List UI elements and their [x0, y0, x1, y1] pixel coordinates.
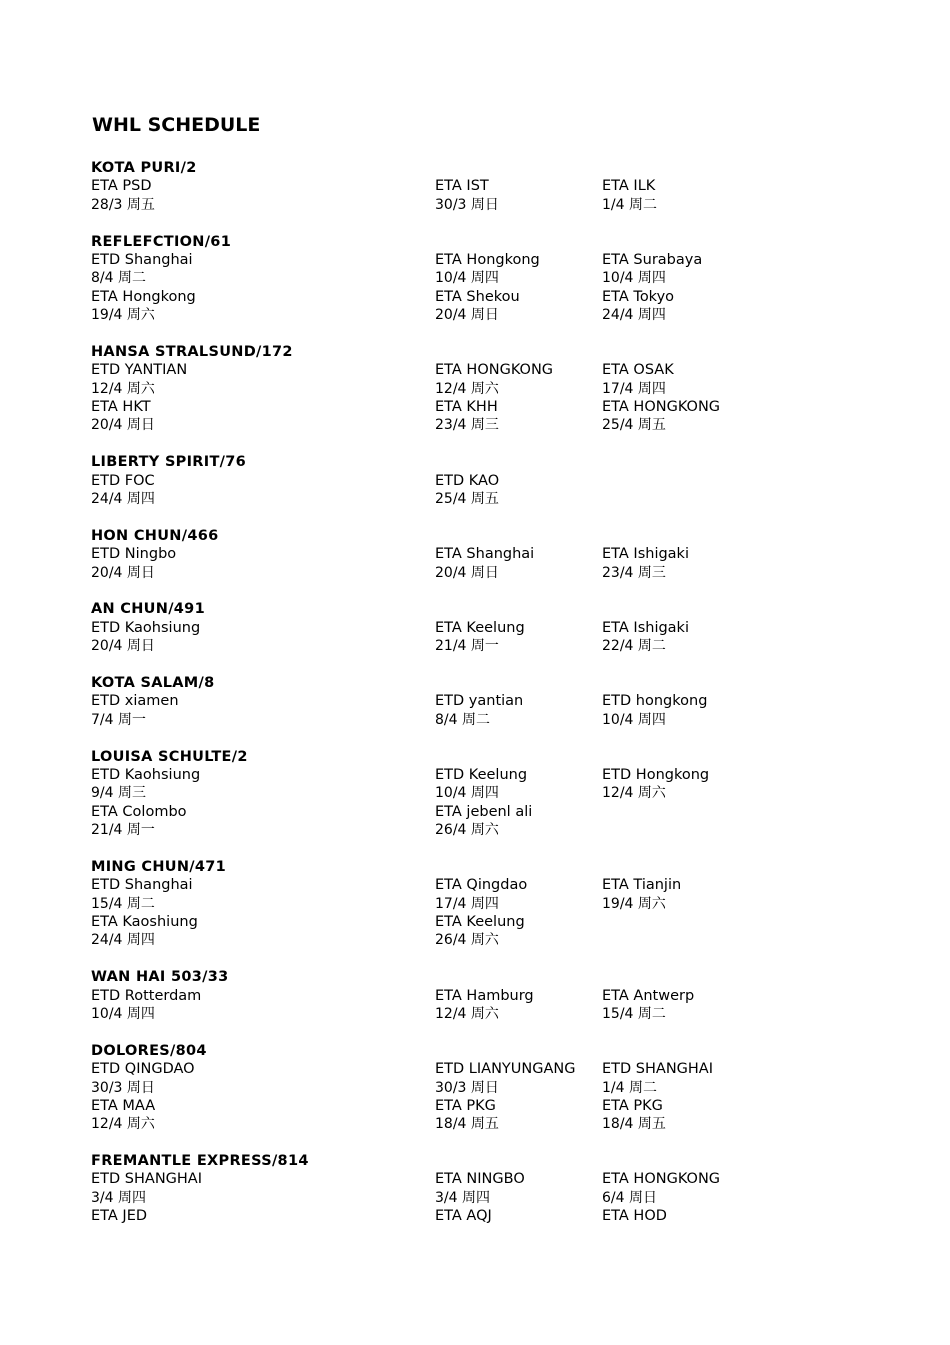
date-cell: 24/4 周四	[91, 491, 155, 508]
vessel-block	[91, 600, 911, 655]
date-row	[91, 895, 911, 913]
port-cell: ETD Shanghai	[91, 251, 193, 268]
vessel-block	[91, 1042, 911, 1134]
vessel-block	[91, 968, 911, 1023]
port-cell: ETA PKG	[435, 1097, 496, 1114]
port-cell: ETA AQJ	[435, 1208, 492, 1225]
port-row	[91, 1097, 911, 1115]
date-cell: 20/4 周日	[435, 564, 499, 581]
port-cell: ETA Keelung	[435, 914, 525, 931]
port-cell: ETA Kaoshiung	[91, 914, 198, 931]
date-row	[91, 784, 911, 802]
port-row	[91, 1060, 911, 1078]
date-cell: 17/4 周四	[602, 380, 666, 397]
date-cell: 9/4 周三	[91, 785, 146, 802]
date-row	[91, 711, 911, 729]
port-row	[91, 472, 911, 490]
date-cell: 23/4 周三	[602, 564, 666, 581]
port-cell: ETD FOC	[91, 472, 155, 489]
port-cell: ETD SHANGHAI	[91, 1171, 203, 1188]
vessel-name: WAN HAI 503/33	[91, 969, 229, 986]
port-cell: ETA Tianjin	[602, 877, 682, 894]
date-row	[91, 1189, 911, 1207]
date-cell	[602, 821, 802, 839]
date-cell: 22/4 周二	[602, 638, 666, 655]
date-row	[91, 306, 911, 324]
date-cell: 25/4 周五	[435, 491, 499, 508]
date-cell: 7/4 周一	[91, 711, 146, 728]
port-cell: ETA Qingdao	[435, 877, 528, 894]
port-cell	[602, 472, 802, 490]
port-cell: ETA Keelung	[435, 619, 525, 636]
date-cell: 12/4 周六	[435, 380, 499, 397]
date-cell: 17/4 周四	[435, 895, 499, 912]
date-cell: 10/4 周四	[435, 785, 499, 802]
date-cell: 12/4 周六	[91, 1116, 155, 1133]
date-cell: 20/4 周日	[435, 307, 499, 324]
port-cell: ETD Keelung	[435, 766, 528, 783]
port-cell: ETD Hongkong	[602, 766, 710, 783]
date-cell: 12/4 周六	[91, 380, 155, 397]
port-cell: ETA Shekou	[435, 288, 520, 305]
date-cell: 21/4 周一	[91, 822, 155, 839]
port-cell: ETA KHH	[435, 399, 498, 416]
port-row	[91, 692, 911, 710]
date-row	[91, 196, 911, 214]
port-cell: ETA IST	[435, 178, 489, 195]
vessel-list	[91, 159, 911, 1244]
vessel-name: LOUISA SCHULTE/2	[91, 748, 248, 765]
port-cell: ETD Rotterdam	[91, 987, 202, 1004]
port-cell: ETA ILK	[602, 178, 656, 195]
date-cell: 30/3 周日	[91, 1079, 155, 1096]
vessel-name: MING CHUN/471	[91, 858, 227, 875]
port-cell: ETA Ishigaki	[602, 546, 689, 563]
port-cell: ETD hongkong	[602, 693, 708, 710]
port-cell: ETA HONGKONG	[602, 1171, 721, 1188]
vessel-block	[91, 1152, 911, 1226]
port-cell: ETD LIANYUNGANG	[435, 1061, 576, 1078]
date-cell: 10/4 周四	[91, 1005, 155, 1022]
date-row	[91, 1005, 911, 1023]
vessel-block	[91, 233, 911, 325]
date-cell: 23/4 周三	[435, 417, 499, 434]
port-row	[91, 1207, 911, 1225]
date-cell: 12/4 周六	[435, 1005, 499, 1022]
port-cell	[602, 803, 802, 821]
port-row	[91, 987, 911, 1005]
vessel-block	[91, 748, 911, 840]
port-row	[91, 876, 911, 894]
date-cell: 25/4 周五	[602, 417, 666, 434]
date-row	[91, 821, 911, 839]
port-cell: ETA Colombo	[91, 803, 187, 820]
vessel-name: KOTA SALAM/8	[91, 674, 215, 691]
port-cell: ETA Surabaya	[602, 251, 703, 268]
port-row	[91, 913, 911, 931]
port-cell: ETD YANTIAN	[91, 362, 188, 379]
port-cell: ETA jebenl ali	[435, 803, 533, 820]
date-cell: 21/4 周一	[435, 638, 499, 655]
port-row	[91, 361, 911, 379]
vessel-name: LIBERTY SPIRIT/76	[91, 454, 247, 471]
date-cell	[602, 490, 802, 508]
date-cell: 8/4 周二	[91, 270, 146, 287]
date-row	[91, 637, 911, 655]
vessel-block	[91, 858, 911, 950]
port-row	[91, 177, 911, 195]
port-cell: ETA HKT	[91, 399, 151, 416]
port-row	[91, 1170, 911, 1188]
date-cell: 6/4 周日	[602, 1189, 657, 1206]
vessel-name: HANSA STRALSUND/172	[91, 343, 293, 360]
date-cell: 18/4 周五	[435, 1116, 499, 1133]
port-cell: ETD Kaohsiung	[91, 766, 201, 783]
port-cell: ETD Shanghai	[91, 877, 193, 894]
port-cell: ETD KAO	[435, 472, 500, 489]
port-cell: ETA Shanghai	[435, 546, 535, 563]
vessel-name: AN CHUN/491	[91, 601, 205, 618]
date-row	[91, 490, 911, 508]
date-cell: 3/4 周四	[91, 1189, 146, 1206]
port-row	[91, 803, 911, 821]
port-cell: ETD Kaohsiung	[91, 619, 201, 636]
date-cell: 3/4 周四	[435, 1189, 490, 1206]
date-cell: 15/4 周二	[91, 895, 155, 912]
date-cell: 20/4 周日	[91, 638, 155, 655]
vessel-name: KOTA PURI/2	[91, 160, 197, 176]
vessel-name: HON CHUN/466	[91, 527, 219, 544]
port-row	[91, 766, 911, 784]
vessel-block	[91, 159, 911, 214]
date-cell: 8/4 周二	[435, 711, 490, 728]
date-cell: 24/4 周四	[602, 307, 666, 324]
port-row	[91, 545, 911, 563]
date-cell: 10/4 周四	[602, 711, 666, 728]
date-cell: 20/4 周日	[91, 417, 155, 434]
date-cell: 30/3 周日	[435, 1079, 499, 1096]
date-cell: 18/4 周五	[602, 1116, 666, 1133]
date-row	[91, 564, 911, 582]
date-cell: 1/4 周二	[602, 196, 657, 213]
vessel-block	[91, 453, 911, 508]
port-cell: ETD yantian	[435, 693, 524, 710]
date-row	[91, 931, 911, 949]
vessel-name: DOLORES/804	[91, 1042, 207, 1059]
port-cell: ETA NINGBO	[435, 1171, 525, 1188]
port-cell: ETD SHANGHAI	[602, 1061, 714, 1078]
vessel-name: REFLEFCTION/61	[91, 233, 232, 250]
port-cell: ETA OSAK	[602, 362, 674, 379]
port-cell: ETA HONGKONG	[435, 362, 554, 379]
port-cell: ETA Tokyo	[602, 288, 675, 305]
port-cell: ETD xiamen	[91, 693, 179, 710]
port-row	[91, 251, 911, 269]
port-cell: ETD Ningbo	[91, 546, 177, 563]
date-cell: 10/4 周四	[435, 270, 499, 287]
date-row	[91, 269, 911, 287]
date-cell: 24/4 周四	[91, 932, 155, 949]
date-cell: 26/4 周六	[435, 822, 499, 839]
date-cell: 30/3 周日	[435, 196, 499, 213]
vessel-name: FREMANTLE EXPRESS/814	[91, 1153, 309, 1170]
port-cell	[602, 913, 802, 931]
port-cell: ETA JED	[91, 1208, 148, 1225]
port-cell: ETD QINGDAO	[91, 1061, 195, 1078]
date-cell: 19/4 周六	[91, 307, 155, 324]
port-cell: ETA PSD	[91, 178, 152, 195]
date-cell: 12/4 周六	[602, 785, 666, 802]
port-cell: ETA MAA	[91, 1097, 156, 1114]
date-row	[91, 416, 911, 434]
date-row	[91, 1115, 911, 1133]
port-cell: ETA HONGKONG	[602, 399, 721, 416]
date-cell: 10/4 周四	[602, 270, 666, 287]
date-cell	[602, 931, 802, 949]
date-cell: 20/4 周日	[91, 564, 155, 581]
port-cell: ETA Hongkong	[91, 288, 196, 305]
port-cell: ETA Hamburg	[435, 987, 534, 1004]
vessel-block	[91, 343, 911, 435]
vessel-block	[91, 674, 911, 729]
port-row	[91, 288, 911, 306]
port-cell: ETA Antwerp	[602, 987, 695, 1004]
port-cell: ETA HOD	[602, 1208, 667, 1225]
port-row	[91, 619, 911, 637]
date-cell: 19/4 周六	[602, 895, 666, 912]
port-cell: ETA PKG	[602, 1097, 663, 1114]
document-title: WHL SCHEDULE	[92, 114, 261, 136]
date-row	[91, 380, 911, 398]
port-cell: ETA Ishigaki	[602, 619, 689, 636]
date-cell: 1/4 周二	[602, 1079, 657, 1096]
date-cell: 28/3 周五	[91, 196, 155, 213]
port-row	[91, 398, 911, 416]
date-cell: 15/4 周二	[602, 1005, 666, 1022]
port-cell: ETA Hongkong	[435, 251, 540, 268]
date-row	[91, 1079, 911, 1097]
vessel-block	[91, 527, 911, 582]
date-cell: 26/4 周六	[435, 932, 499, 949]
